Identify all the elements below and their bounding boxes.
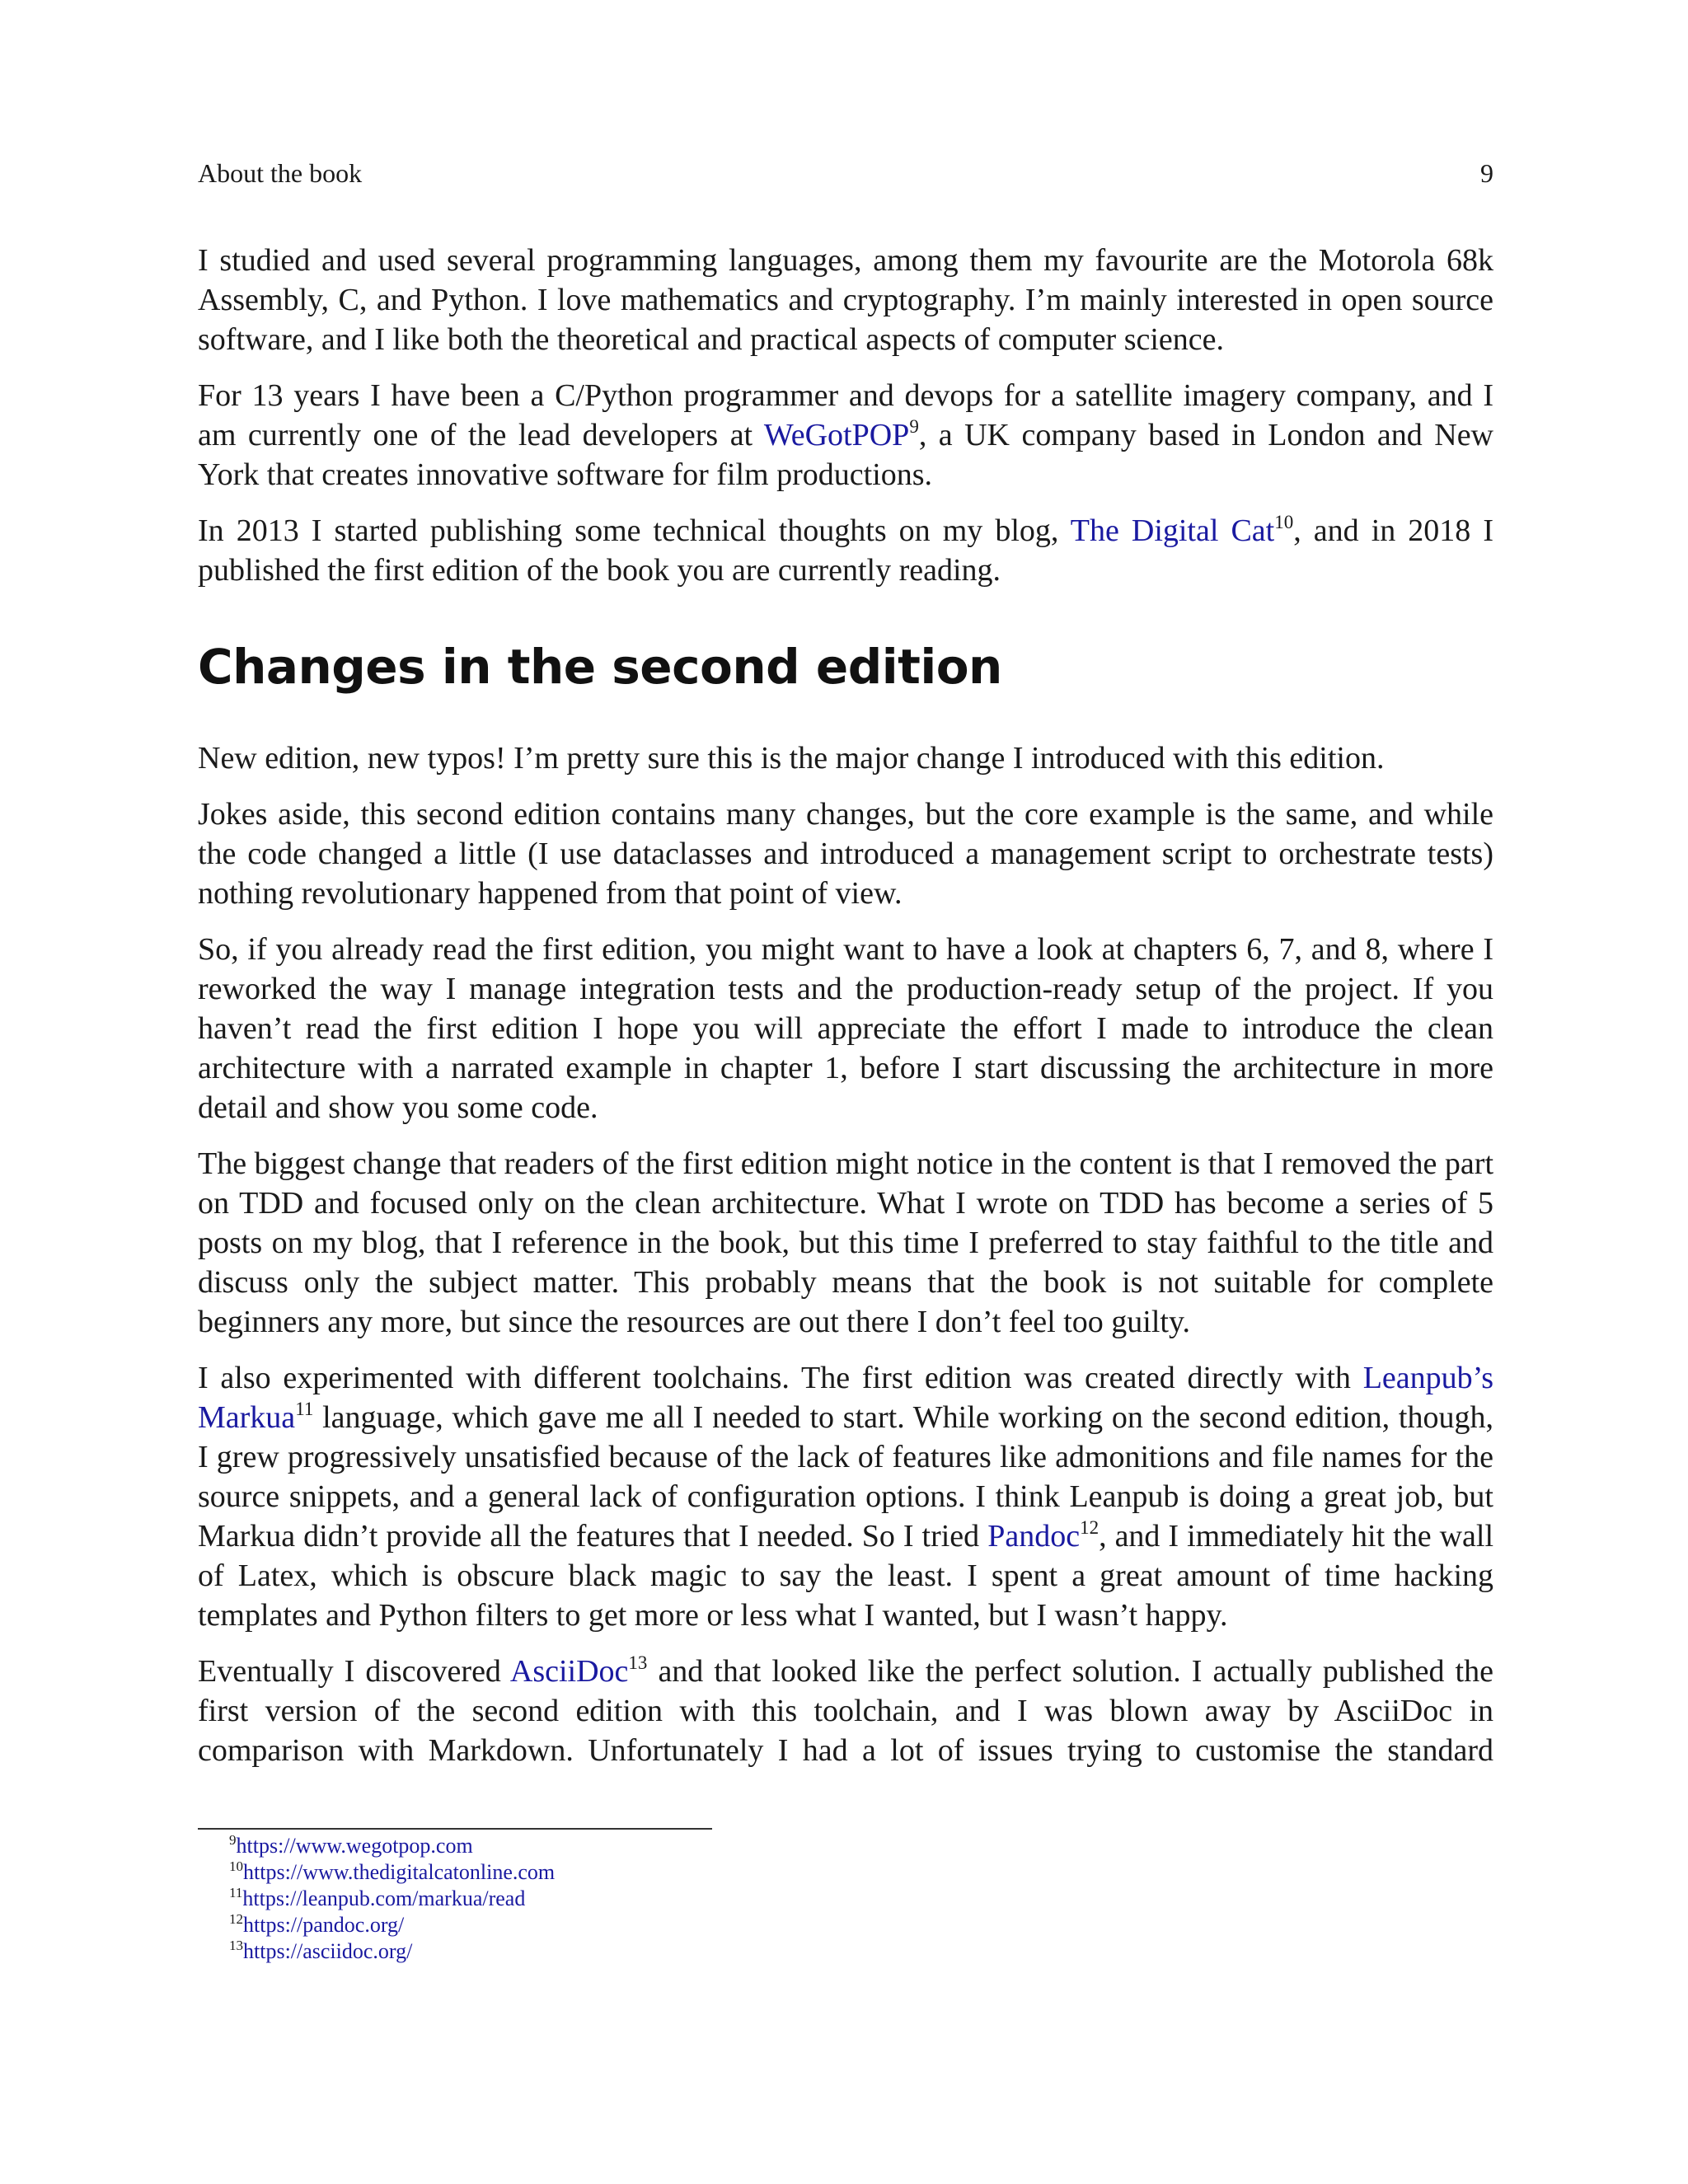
footnote-link[interactable]: https://pandoc.org/ — [243, 1913, 405, 1937]
intro-paragraph-1: I studied and used several programming languages, among them my favourite are the Motorola 68k Assembly, C, and Python. I love mathematics and cryptography. I’m mainly interested in open source software, and I like both the theoretical and practical aspects of computer science. — [198, 243, 1493, 357]
text-run: I also experimented with different toolchains. The first edition was created directly with — [198, 1361, 1363, 1395]
footnote-number: 11 — [229, 1885, 243, 1900]
footnote-11 — [229, 1886, 1053, 1912]
section-paragraph-3: So, if you already read the first edition, you might want to have a look at chapters 6, 7, and 8, where I reworked the way I manage integration tests and the production-ready setup of the project. If you haven’t read the first edition I hope you will appreciate the effort I made to introduce the clean architecture with a narrated example in chapter 1, before I start discussing the architecture in more detail and show you some code. — [198, 932, 1493, 1125]
link-the-digital-cat[interactable]: The Digital Cat — [1070, 513, 1275, 548]
footnote-link[interactable]: https://www.wegotpop.com — [236, 1834, 473, 1858]
footnote-link[interactable]: https://www.thedigitalcatonline.com — [243, 1860, 556, 1884]
link-leanpub-markua[interactable]: Leanpub’s Markua — [198, 1361, 1493, 1435]
link-asciidoc[interactable]: AsciiDoc — [509, 1654, 629, 1689]
section-heading: Changes in the second edition — [198, 639, 1002, 695]
text-run: language, which gave me all I needed to start. While working on the second edition, though, I grew progressively unsatisfied because of the lack of features like admonitions and file names for the source snippets, and a general lack of configuration options. I think Leanpub is doing a great job, but Markua didn’t provide all the features that I needed. So I tried — [198, 1400, 1493, 1554]
intro-paragraph-2 — [198, 376, 1493, 494]
section-paragraph-6 — [198, 1652, 1493, 1770]
text-run: In 2013 I started publishing some technical thoughts on my blog, — [198, 513, 1071, 548]
section-paragraph-2: Jokes aside, this second edition contains many changes, but the core example is the same, and while the code changed a little (I use dataclasses and introduced a management script to orchestrate tests) nothing revolutionary happened from that point of view. — [198, 797, 1493, 911]
footnote-link[interactable]: https://asciidoc.org/ — [243, 1939, 413, 1963]
footnote-ref-9[interactable]: 9 — [909, 416, 919, 437]
running-title: About the book — [198, 158, 363, 188]
footnotes — [229, 1833, 1053, 1965]
page-content — [198, 241, 1493, 1787]
text-run: , and I immediately hit the wall of Latex, which is obscure black magic to say the least. I spent a great amount of time hacking templates and Python filters to get more or less what I wanted, but I wasn’t happy. — [198, 1519, 1494, 1633]
text-run: and that looked like the perfect solution. I actually published the first version of the second edition with this toolchain, and I was blown away by AsciiDoc in comparison with Markdown. Unfortunately I had a lot of issues trying to customise the standard — [198, 1654, 1493, 1768]
text-run: , and in 2018 I published the first edition of the book you are currently reading. — [198, 513, 1493, 588]
page-number: 9 — [1480, 158, 1493, 188]
footnote-13 — [229, 1938, 1053, 1965]
footnote-ref-11[interactable]: 11 — [295, 1399, 314, 1419]
footnote-ref-10[interactable]: 10 — [1274, 512, 1294, 532]
section-paragraph-4: The biggest change that readers of the first edition might notice in the content is that I removed the part on TDD and focused only on the clean architecture. What I wrote on TDD has become a series of 5 posts on my blog, that I reference in the book, but this time I preferred to stay faithful to the title and discuss only the subject matter. This probably means that the book is not suitable for complete beginners any more, but since the resources are out there I don’t feel too guilty. — [198, 1146, 1493, 1339]
footnote-number: 10 — [229, 1858, 243, 1874]
footnote-12 — [229, 1912, 1053, 1938]
footnote-separator — [198, 1828, 712, 1830]
footnote-ref-13[interactable]: 13 — [628, 1652, 648, 1673]
section-paragraph-1: New edition, new typos! I’m pretty sure this is the major change I introduced with this edition. — [198, 741, 1385, 776]
footnote-10 — [229, 1859, 1053, 1886]
link-wegotpop[interactable]: WeGotPOP — [763, 418, 910, 452]
text-run: Eventually I discovered — [198, 1654, 510, 1689]
intro-paragraph-3 — [198, 511, 1493, 590]
book-page — [198, 0, 1493, 2184]
footnote-ref-12[interactable]: 12 — [1080, 1517, 1100, 1538]
footnote-9 — [229, 1833, 1053, 1859]
footnote-number: 12 — [229, 1911, 243, 1927]
text-run: For 13 years I have been a C/Python programmer and devops for a satellite imagery company, and I am currently one of the lead developers at — [198, 378, 1493, 452]
footnote-number: 13 — [229, 1938, 243, 1953]
section-paragraph-5 — [198, 1358, 1493, 1635]
running-header — [198, 157, 1493, 190]
text-run: , a UK company based in London and New York that creates innovative software for film productions. — [198, 418, 1494, 492]
footnote-link[interactable]: https://leanpub.com/markua/read — [242, 1886, 526, 1910]
link-pandoc[interactable]: Pandoc — [987, 1519, 1081, 1554]
footnote-number: 9 — [229, 1832, 237, 1848]
